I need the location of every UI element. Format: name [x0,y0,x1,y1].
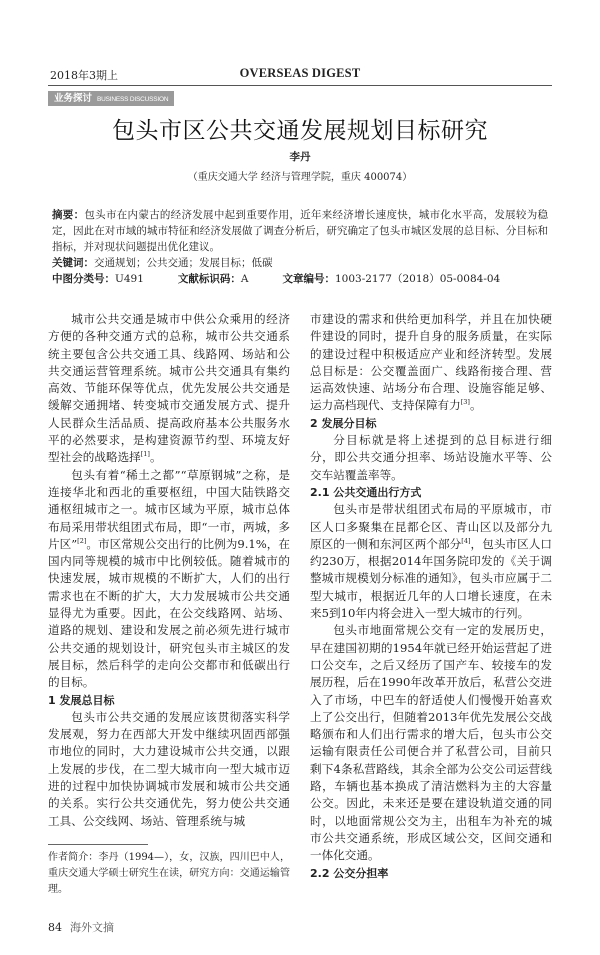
issue-label: 2018年3期上 [50,69,118,82]
subsection-heading: 2.1 公共交通出行方式 [310,485,422,499]
footnote-divider [48,844,148,845]
author: 李丹 [289,151,311,163]
body-right-column [310,311,552,882]
running-header [48,63,552,86]
affiliation: （重庆交通大学 经济与管理学院，重庆 400074） [187,172,413,183]
classification-label: 中图分类号： [52,273,115,285]
doc-code-value: A [240,273,249,285]
doc-code-label: 文献标识码： [177,273,241,285]
journal-name: OVERSEAS DIGEST [239,66,361,80]
citation[interactable]: [2] [77,537,87,545]
classification-value: U491 [115,273,144,285]
citation[interactable]: [3] [460,398,470,407]
keywords-label: 关键词： [52,257,94,269]
citation[interactable]: [1] [140,450,150,459]
body-columns [48,311,552,935]
section-badge-en: BUSINESS DISCUSSION [97,96,169,103]
paragraph: 包头市地面常规公交有一定的发展历史，早在建国初期的1954年就已经开始运营起了进口公交车，之后又经历了国产车、较接车的发展历程，后在1990年改革开放后，私营公交进入了市场，中巴车的舒适使人们慢慢开始喜欢上了公交出行，但随着2013年优先发展公交战略颁布和人们出行需求的增大后，包头市公交运输有限责任公司便合并了私营公司，目前只剩下4条私营路线，其余全部为公交公司运营线路，车辆也基本换成了清洁燃料为主的大容量公交。因此，未来还是要在建设轨道交通的同时，以地面常规公交为主，出租车为补充的城市公共交通系统，形成区域公交，区间交通和一体化交通。 [310,623,552,863]
author-footnote: 作者简介：李丹（1994—），女，汉族，四川巴中人，重庆交通大学硕士研究生在读，研究方向：交通运输管理。 [48,851,290,895]
journal-cn-name: 海外文摘 [70,920,114,934]
abstract-label: 摘要： [52,209,85,221]
classification [52,271,144,287]
abstract-text: 包头市在内蒙古的经济发展中起到重要作用，近年来经济增长速度快，城市化水平高，发展较为稳定，因此在对市域的城市特征和经济发展做了调查分析后，研究确定了包头市城区发展的总目标、分目标和指标，并对现状问题提出优化建议。 [52,209,549,253]
paragraph: 市建设的需求和供给更加科学，并且在加快硬件建设的同时，提升自身的服务质量，在实际的建设过程中积极适应产业和经济转型。发展总目标是：公交覆盖面广、线路衔接合理、营运高效快速、站场分布合理、设施容能足够、运力高档现代、支持保障有力[3]。 [310,312,552,413]
keywords-text: 交通规划；公共交通；发展目标；低碳 [94,257,273,269]
paragraph: 包头市是带状组团式布局的平原城市，市区人口多聚集在昆都仑区、青山区以及部分九原区的一侧和东河区两个部分[4]，包头市区人口约230万，根据2014年国务院印发的《关于调整城市规模划分标准的通知》，包头市应属于二型大城市，根据近几年的人口增长速度，在未来5到10年内将会进入一型大城市的行列。 [310,502,552,621]
article-meta [52,271,548,287]
citation[interactable]: [4] [461,537,471,545]
article-number [282,271,500,287]
subsection-heading: 2.2 公交分担率 [310,866,389,880]
section-badge [48,91,174,106]
page-number: 84 [48,920,62,934]
section-badge-cn: 业务探讨 [54,93,93,104]
article-title: 包头市区公共交通发展规划目标研究 [112,118,488,144]
article-number-value: 1003-2177（2018）05-0084-04 [334,273,501,285]
paragraph: 包头市公共交通的发展应该贯彻落实科学发展观，努力在西部大开发中继续巩固西部强市地位的同时，大力建设城市公共交通，以跟上发展的步伐，在二型大城市向一型大城市迈进的过程中加快协调城市发展和城市公共交通的关系。实行公共交通优先，努力使公共交通工具、公交线网、场站、管理系统与城 [48,709,290,828]
paragraph: 分目标就是将上述提到的总目标进行细分，即公共交通分担率、场站设施水平等、公交车站覆盖率等。 [310,433,552,482]
page-footer [48,920,290,935]
keywords [52,255,548,271]
paragraph: 包头有着“稀土之都”“草原钢城”之称，是连接华北和西北的重要枢纽，中国大陆铁路交通枢纽城市之一。城市区域为平原，城市总体布局采用带状组团式布局，即“一市，两城，多片区”[2]。市区常规公交出行的比例为9.1%，在国内同等规模的城市中比例较低。随着城市的快速发展，城市规模的不断扩大，人们的出行需求也在不断的扩大，大力发展城市公共交通显得尤为重要。因此，在公交线路网、站场、道路的规划、建设和发展之前必须先进行城市公共交通的规划设计，研究包头市主城区的发展目标，然后科学的走向公交都市和低碳出行的目标。 [48,467,290,690]
abstract-body [52,207,548,255]
abstract [52,207,548,271]
section-heading: 2 发展分目标 [310,416,377,430]
section-heading: 1 发展总目标 [48,693,115,707]
paragraph: 城市公共交通是城市中供公众乘用的经济方便的各种交通方式的总称，城市公共交通系统主要包含公共交通工具、线路网、场站和公共交通运营管理系统。城市公共交通具有集约高效、节能环保等优点，优先发展公共交通是缓解交通拥堵、转变城市交通发展方式、提升人民群众生活品质、提高政府基本公共服务水平的必然要求，是构建资源节约型、环境友好型社会的战略选择[1]。 [48,312,290,465]
body-left-column [48,311,290,935]
article-number-label: 文章编号： [282,273,335,285]
doc-code [178,271,249,287]
